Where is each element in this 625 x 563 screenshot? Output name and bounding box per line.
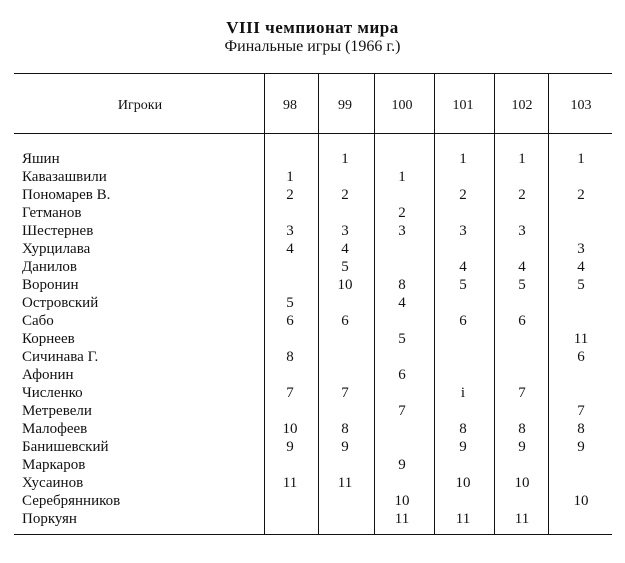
player-name: Сабо xyxy=(22,313,54,329)
player-name: Корнеев xyxy=(22,331,75,347)
jersey-number-cell: 10 xyxy=(394,493,410,509)
jersey-number-cell: 6 xyxy=(459,313,467,329)
jersey-number-cell: 9 xyxy=(577,439,585,455)
jersey-number-cell: 10 xyxy=(573,493,589,509)
jersey-number-cell: 11 xyxy=(573,331,589,347)
jersey-number-cell: 4 xyxy=(518,259,526,275)
player-name: Серебрянников xyxy=(22,493,121,509)
player-name: Афонин xyxy=(22,367,74,383)
game-column-header: 103 xyxy=(570,98,592,113)
jersey-number-cell: 7 xyxy=(341,385,349,401)
column-divider xyxy=(548,73,549,534)
jersey-number-cell: 1 xyxy=(286,169,294,185)
player-name: Хурцилава xyxy=(22,241,91,257)
jersey-number-cell: 10 xyxy=(455,475,471,491)
player-name: Яшин xyxy=(22,151,60,167)
jersey-number-cell: 3 xyxy=(577,241,585,257)
jersey-number-cell: 10 xyxy=(337,277,353,293)
jersey-number-cell: 7 xyxy=(286,385,294,401)
jersey-number-cell: 3 xyxy=(398,223,406,239)
player-name: Гетманов xyxy=(22,205,82,221)
jersey-number-cell: 3 xyxy=(518,223,526,239)
player-name: Малофеев xyxy=(22,421,88,437)
jersey-number-cell: 5 xyxy=(459,277,467,293)
player-name: Численко xyxy=(22,385,83,401)
jersey-number-cell: 6 xyxy=(341,313,349,329)
player-name: Данилов xyxy=(22,259,78,275)
game-column-header: 98 xyxy=(283,98,297,113)
jersey-number-cell: 5 xyxy=(341,259,349,275)
jersey-number-cell: 1 xyxy=(577,151,585,167)
column-divider xyxy=(434,73,435,534)
jersey-number-cell: 7 xyxy=(398,403,406,419)
jersey-number-cell: 6 xyxy=(518,313,526,329)
player-name: Банишевский xyxy=(22,439,109,455)
jersey-number-cell: 3 xyxy=(341,223,349,239)
column-divider xyxy=(494,73,495,534)
jersey-number-cell: 5 xyxy=(286,295,294,311)
jersey-number-cell: i xyxy=(460,385,466,401)
jersey-number-cell: 9 xyxy=(459,439,467,455)
jersey-number-cell: 4 xyxy=(459,259,467,275)
jersey-number-cell: 9 xyxy=(398,457,406,473)
jersey-number-cell: 8 xyxy=(341,421,349,437)
jersey-number-cell: 9 xyxy=(286,439,294,455)
jersey-number-cell: 9 xyxy=(341,439,349,455)
players-column-header: Игроки xyxy=(117,98,163,113)
player-name: Метревели xyxy=(22,403,92,419)
jersey-number-cell: 5 xyxy=(518,277,526,293)
jersey-number-cell: 11 xyxy=(514,511,530,527)
game-column-header: 100 xyxy=(391,98,413,113)
table-header-rule xyxy=(14,133,612,134)
jersey-number-cell: 1 xyxy=(341,151,349,167)
jersey-number-cell: 11 xyxy=(282,475,298,491)
player-name: Пономарев В. xyxy=(22,187,111,203)
jersey-number-cell: 11 xyxy=(455,511,471,527)
column-divider xyxy=(374,73,375,534)
jersey-number-cell: 7 xyxy=(518,385,526,401)
table-bottom-rule xyxy=(14,534,612,535)
game-column-header: 99 xyxy=(338,98,352,113)
jersey-number-cell: 11 xyxy=(394,511,410,527)
jersey-number-cell: 9 xyxy=(518,439,526,455)
jersey-number-cell: 5 xyxy=(577,277,585,293)
jersey-number-cell: 6 xyxy=(398,367,406,383)
table-title: VIII чемпионат мира xyxy=(226,18,399,37)
game-column-header: 101 xyxy=(452,98,474,113)
player-name: Поркуян xyxy=(22,511,77,527)
player-name: Шестернев xyxy=(22,223,94,239)
player-list xyxy=(22,150,120,528)
player-name: Хусаинов xyxy=(22,475,84,491)
jersey-number-cell: 1 xyxy=(518,151,526,167)
table-top-rule xyxy=(14,73,612,74)
jersey-number-cell: 4 xyxy=(341,241,349,257)
jersey-number-cell: 1 xyxy=(459,151,467,167)
jersey-number-cell: 8 xyxy=(518,421,526,437)
jersey-number-cell: 5 xyxy=(398,331,406,347)
jersey-number-cell: 8 xyxy=(459,421,467,437)
jersey-number-cell: 4 xyxy=(398,295,406,311)
jersey-number-cell: 2 xyxy=(577,187,585,203)
jersey-number-cell: 8 xyxy=(286,349,294,365)
jersey-number-cell: 1 xyxy=(398,169,406,185)
player-name: Сичинава Г. xyxy=(22,349,99,365)
jersey-number-cell: 2 xyxy=(341,187,349,203)
jersey-number-cell: 4 xyxy=(577,259,585,275)
column-divider xyxy=(264,73,265,534)
jersey-number-cell: 6 xyxy=(286,313,294,329)
jersey-number-cell: 11 xyxy=(337,475,353,491)
jersey-number-cell: 8 xyxy=(577,421,585,437)
jersey-number-cell: 7 xyxy=(577,403,585,419)
jersey-number-cell: 3 xyxy=(459,223,467,239)
jersey-number-cell: 4 xyxy=(286,241,294,257)
game-column-header: 102 xyxy=(511,98,533,113)
player-name: Маркаров xyxy=(22,457,86,473)
column-divider xyxy=(318,73,319,534)
jersey-number-cell: 2 xyxy=(518,187,526,203)
jersey-number-cell: 2 xyxy=(286,187,294,203)
table-subtitle: Финальные игры (1966 г.) xyxy=(224,38,401,55)
jersey-number-cell: 2 xyxy=(398,205,406,221)
jersey-number-cell: 3 xyxy=(286,223,294,239)
player-name: Воронин xyxy=(22,277,79,293)
player-name: Островский xyxy=(22,295,99,311)
jersey-number-cell: 10 xyxy=(282,421,298,437)
jersey-number-cell: 8 xyxy=(398,277,406,293)
jersey-number-cell: 10 xyxy=(514,475,530,491)
jersey-number-cell: 6 xyxy=(577,349,585,365)
jersey-number-cell: 2 xyxy=(459,187,467,203)
player-name: Кавазашвили xyxy=(22,169,107,185)
